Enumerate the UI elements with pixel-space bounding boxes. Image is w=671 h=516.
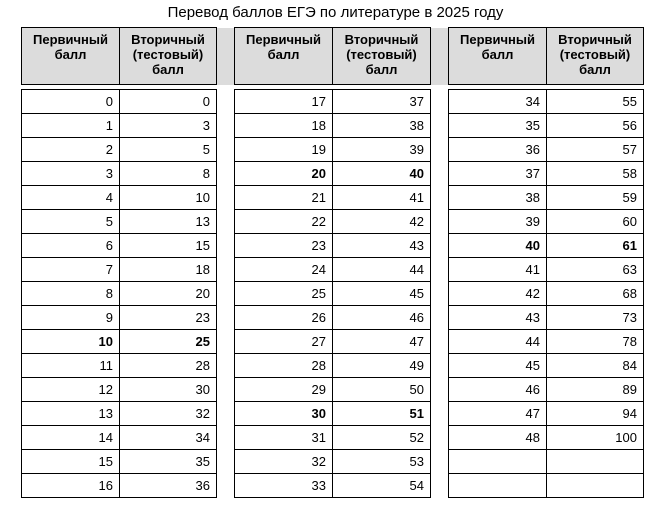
primary-score-cell: 22 (235, 210, 333, 234)
secondary-score-cell: 15 (120, 234, 217, 258)
secondary-score-cell: 94 (547, 402, 644, 426)
col3-primary-header: Первичный балл (449, 28, 547, 85)
secondary-score-cell: 41 (333, 186, 431, 210)
primary-score-cell: 14 (22, 426, 120, 450)
table-row (22, 426, 644, 450)
secondary-score-cell: 23 (120, 306, 217, 330)
table-row (22, 378, 644, 402)
secondary-score-cell: 51 (333, 402, 431, 426)
secondary-score-cell: 54 (333, 474, 431, 498)
primary-score-cell: 19 (235, 138, 333, 162)
primary-score-cell: 39 (449, 210, 547, 234)
primary-score-cell: 2 (22, 138, 120, 162)
secondary-score-cell: 46 (333, 306, 431, 330)
primary-score-cell: 18 (235, 114, 333, 138)
secondary-score-cell: 10 (120, 186, 217, 210)
secondary-score-cell: 13 (120, 210, 217, 234)
primary-score-cell: 12 (22, 378, 120, 402)
secondary-score-cell: 35 (120, 450, 217, 474)
primary-score-cell: 17 (235, 90, 333, 114)
secondary-score-cell: 5 (120, 138, 217, 162)
table-row (22, 162, 644, 186)
secondary-score-cell: 68 (547, 282, 644, 306)
secondary-score-cell: 3 (120, 114, 217, 138)
header-row (22, 28, 644, 85)
col2-secondary-header: Вторичный (тестовый) балл (333, 28, 431, 85)
table-row (22, 234, 644, 258)
secondary-score-cell (547, 474, 644, 498)
primary-score-cell: 44 (449, 330, 547, 354)
primary-score-cell: 31 (235, 426, 333, 450)
primary-score-cell (449, 474, 547, 498)
secondary-score-cell: 32 (120, 402, 217, 426)
secondary-score-cell: 58 (547, 162, 644, 186)
primary-score-cell: 25 (235, 282, 333, 306)
table-row (22, 474, 644, 498)
primary-score-cell: 40 (449, 234, 547, 258)
secondary-score-cell: 44 (333, 258, 431, 282)
primary-score-cell: 26 (235, 306, 333, 330)
secondary-score-cell: 30 (120, 378, 217, 402)
secondary-score-cell: 43 (333, 234, 431, 258)
secondary-score-cell: 18 (120, 258, 217, 282)
secondary-score-cell: 63 (547, 258, 644, 282)
primary-score-cell: 0 (22, 90, 120, 114)
score-conversion-table (21, 27, 644, 498)
table-row (22, 90, 644, 114)
primary-score-cell: 27 (235, 330, 333, 354)
primary-score-cell: 16 (22, 474, 120, 498)
secondary-score-cell: 42 (333, 210, 431, 234)
page-title: Перевод баллов ЕГЭ по литературе в 2025 году (167, 4, 504, 21)
table-row (22, 258, 644, 282)
secondary-score-cell: 56 (547, 114, 644, 138)
secondary-score-cell: 61 (547, 234, 644, 258)
secondary-score-cell (547, 450, 644, 474)
secondary-score-cell: 39 (333, 138, 431, 162)
primary-score-cell: 30 (235, 402, 333, 426)
secondary-score-cell: 57 (547, 138, 644, 162)
primary-score-cell: 5 (22, 210, 120, 234)
secondary-score-cell: 84 (547, 354, 644, 378)
secondary-score-cell: 40 (333, 162, 431, 186)
primary-score-cell: 38 (449, 186, 547, 210)
secondary-score-cell: 78 (547, 330, 644, 354)
table-row (22, 282, 644, 306)
primary-score-cell: 7 (22, 258, 120, 282)
secondary-score-cell: 47 (333, 330, 431, 354)
primary-score-cell: 36 (449, 138, 547, 162)
secondary-score-cell: 0 (120, 90, 217, 114)
col1-primary-header: Первичный балл (22, 28, 120, 85)
table-row (22, 354, 644, 378)
primary-score-cell: 34 (449, 90, 547, 114)
primary-score-cell: 48 (449, 426, 547, 450)
secondary-score-cell: 8 (120, 162, 217, 186)
secondary-score-cell: 100 (547, 426, 644, 450)
secondary-score-cell: 52 (333, 426, 431, 450)
primary-score-cell: 8 (22, 282, 120, 306)
primary-score-cell: 41 (449, 258, 547, 282)
secondary-score-cell: 89 (547, 378, 644, 402)
primary-score-cell: 33 (235, 474, 333, 498)
primary-score-cell: 13 (22, 402, 120, 426)
col3-secondary-header: Вторичный (тестовый) балл (547, 28, 644, 85)
primary-score-cell: 21 (235, 186, 333, 210)
table-row (22, 330, 644, 354)
primary-score-cell: 32 (235, 450, 333, 474)
col2-primary-header: Первичный балл (235, 28, 333, 85)
secondary-score-cell: 28 (120, 354, 217, 378)
secondary-score-cell: 45 (333, 282, 431, 306)
primary-score-cell: 46 (449, 378, 547, 402)
secondary-score-cell: 55 (547, 90, 644, 114)
table-row (22, 402, 644, 426)
table-row (22, 114, 644, 138)
table-row (22, 306, 644, 330)
primary-score-cell: 24 (235, 258, 333, 282)
primary-score-cell: 35 (449, 114, 547, 138)
primary-score-cell: 37 (449, 162, 547, 186)
primary-score-cell: 42 (449, 282, 547, 306)
secondary-score-cell: 60 (547, 210, 644, 234)
primary-score-cell: 43 (449, 306, 547, 330)
table-row (22, 210, 644, 234)
primary-score-cell: 28 (235, 354, 333, 378)
primary-score-cell: 15 (22, 450, 120, 474)
secondary-score-cell: 37 (333, 90, 431, 114)
primary-score-cell (449, 450, 547, 474)
secondary-score-cell: 25 (120, 330, 217, 354)
primary-score-cell: 3 (22, 162, 120, 186)
col1-secondary-header: Вторичный (тестовый) балл (120, 28, 217, 85)
primary-score-cell: 1 (22, 114, 120, 138)
secondary-score-cell: 20 (120, 282, 217, 306)
secondary-score-cell: 36 (120, 474, 217, 498)
secondary-score-cell: 50 (333, 378, 431, 402)
primary-score-cell: 47 (449, 402, 547, 426)
secondary-score-cell: 53 (333, 450, 431, 474)
secondary-score-cell: 59 (547, 186, 644, 210)
secondary-score-cell: 34 (120, 426, 217, 450)
primary-score-cell: 4 (22, 186, 120, 210)
primary-score-cell: 11 (22, 354, 120, 378)
table-row (22, 186, 644, 210)
secondary-score-cell: 73 (547, 306, 644, 330)
primary-score-cell: 6 (22, 234, 120, 258)
secondary-score-cell: 49 (333, 354, 431, 378)
primary-score-cell: 10 (22, 330, 120, 354)
primary-score-cell: 9 (22, 306, 120, 330)
primary-score-cell: 23 (235, 234, 333, 258)
secondary-score-cell: 38 (333, 114, 431, 138)
table-row (22, 138, 644, 162)
table-row (22, 450, 644, 474)
primary-score-cell: 29 (235, 378, 333, 402)
primary-score-cell: 20 (235, 162, 333, 186)
primary-score-cell: 45 (449, 354, 547, 378)
